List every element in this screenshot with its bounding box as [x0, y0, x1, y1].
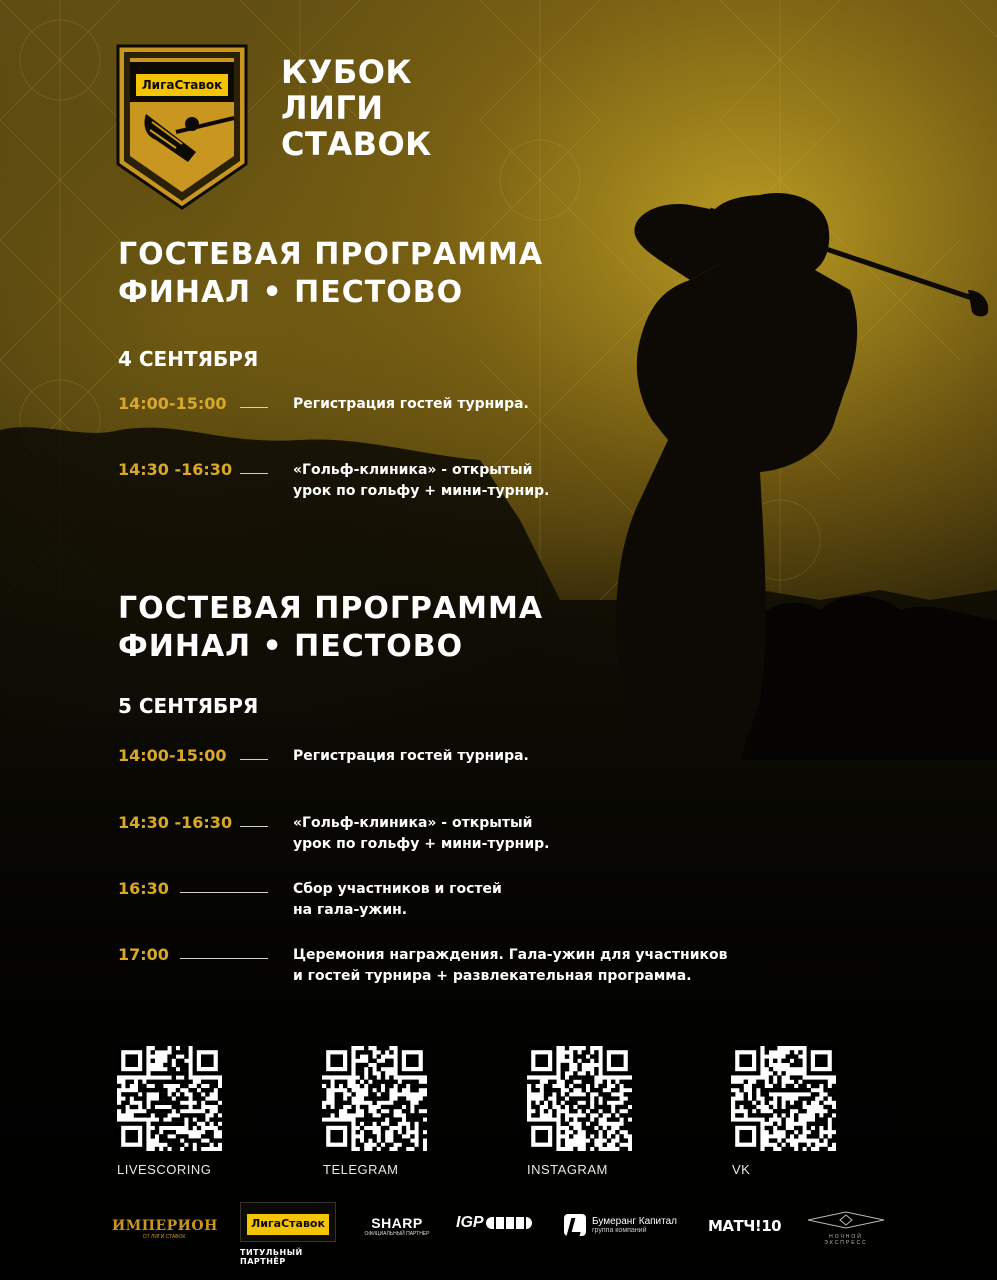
sponsor-imperion-logo — [112, 1218, 216, 1240]
qr-pattern — [322, 1046, 427, 1151]
brand-title-line: КУБОК — [281, 53, 413, 91]
event-time: 14:00-15:00 — [118, 746, 227, 765]
event-description — [293, 394, 529, 415]
divider-line — [240, 407, 268, 408]
schedule-row — [118, 813, 758, 873]
qr-pattern — [527, 1046, 632, 1151]
divider-line — [180, 958, 268, 959]
sharp-subtext: ОФИЦИАЛЬНЫЙ ПАРТНЕР — [364, 1231, 430, 1237]
sponsor-night-express-logo — [806, 1210, 886, 1246]
sharp-text: SHARP — [371, 1215, 423, 1231]
program-title-day1 — [118, 236, 543, 312]
qr-label-telegram: TELEGRAM — [323, 1162, 399, 1177]
liga-logo-box — [240, 1202, 336, 1242]
brand-title-line: ЛИГИ — [281, 89, 384, 127]
event-line2: урок по гольфу + мини-турнир. — [293, 483, 550, 499]
divider-line — [240, 759, 268, 760]
event-line1: Регистрация гостей турнира. — [293, 748, 529, 764]
event-description — [293, 746, 529, 767]
program-title-line1: ГОСТЕВАЯ ПРОГРАММА — [118, 591, 544, 626]
event-time: 17:00 — [118, 945, 169, 964]
event-line1: Сбор участников и гостей — [293, 881, 502, 897]
schedule-row — [118, 460, 758, 520]
date-day1: 4 СЕНТЯБРЯ — [118, 347, 259, 371]
qr-code-vk[interactable] — [731, 1046, 836, 1151]
qr-label-vk: VK — [732, 1162, 751, 1177]
logo-text: ЛигаСтавок — [141, 78, 223, 92]
title-partner-caption: ТИТУЛЬНЫЙ ПАРТНЁР — [240, 1248, 303, 1266]
brand-title — [281, 54, 432, 162]
event-description — [293, 945, 728, 987]
program-title-line2: ФИНАЛ • ПЕСТОВО — [118, 275, 464, 310]
divider-line — [240, 826, 268, 827]
igp-text: IGP — [456, 1214, 484, 1231]
igp-graphic — [486, 1217, 532, 1229]
event-description — [293, 879, 502, 921]
program-title-day2 — [118, 590, 543, 666]
schedule-row — [118, 879, 758, 939]
event-line1: «Гольф-клиника» - открытый — [293, 462, 533, 478]
date-day2: 5 СЕНТЯБРЯ — [118, 694, 259, 718]
schedule-row — [118, 394, 758, 454]
brand-title-line: СТАВОК — [281, 125, 432, 163]
schedule-row — [118, 945, 758, 1005]
bumerang-text: Бумеранг Капитал — [592, 1216, 677, 1227]
qr-pattern — [117, 1046, 222, 1151]
schedule-row — [118, 746, 758, 806]
liga-logo-text: ЛигаСтавок — [251, 1217, 325, 1230]
event-line2: урок по гольфу + мини-турнир. — [293, 836, 550, 852]
sponsor-match-logo: МАТЧ!10 — [708, 1217, 782, 1235]
qr-label-instagram: INSTAGRAM — [527, 1162, 608, 1177]
event-time: 14:30 -16:30 — [118, 460, 233, 479]
event-line1: «Гольф-клиника» - открытый — [293, 815, 533, 831]
program-title-line2: ФИНАЛ • ПЕСТОВО — [118, 629, 464, 664]
event-line2: и гостей турнира + развлекательная программа. — [293, 968, 692, 984]
event-time: 14:30 -16:30 — [118, 813, 233, 832]
event-time: 16:30 — [118, 879, 169, 898]
night-express-emblem — [806, 1210, 886, 1230]
liga-logo-bar — [247, 1209, 329, 1214]
bumerang-subtext: группа компаний — [592, 1227, 647, 1234]
divider-line — [240, 473, 268, 474]
event-time: 14:00-15:00 — [118, 394, 227, 413]
qr-pattern — [731, 1046, 836, 1151]
event-line2: на гала-ужин. — [293, 902, 408, 918]
sponsor-sharp-logo — [360, 1215, 434, 1237]
qr-code-telegram[interactable] — [322, 1046, 427, 1151]
sponsor-bumerang-logo — [564, 1214, 688, 1236]
qr-code-instagram[interactable] — [527, 1046, 632, 1151]
bumerang-icon — [564, 1214, 586, 1236]
sponsor-igp-logo — [456, 1214, 542, 1232]
event-line1: Регистрация гостей турнира. — [293, 396, 529, 412]
event-description — [293, 813, 549, 855]
qr-label-livescoring: LIVESCORING — [117, 1162, 212, 1177]
event-line1: Церемония награждения. Гала-ужин для участников — [293, 947, 728, 963]
night-express-text: НОЧНОЙ ЭКСПРЕСС — [824, 1234, 868, 1246]
imperion-subtext: ОТ ЛИГИ СТАВОК — [142, 1234, 186, 1240]
liga-stavok-shield-logo — [116, 44, 248, 210]
sponsor-liga-stavok-logo — [240, 1202, 336, 1266]
divider-line — [180, 892, 268, 893]
qr-code-livescoring[interactable] — [117, 1046, 222, 1151]
event-description — [293, 460, 549, 502]
program-title-line1: ГОСТЕВАЯ ПРОГРАММА — [118, 237, 544, 272]
imperion-text: ИМПЕРИОН — [112, 1218, 218, 1234]
